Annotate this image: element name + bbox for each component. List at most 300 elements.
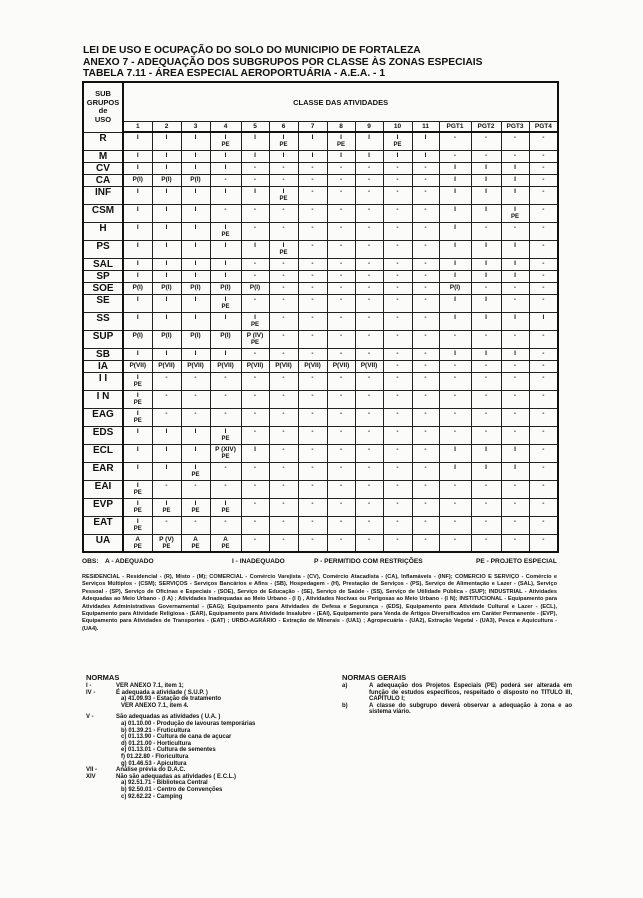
- table-row: [83, 222, 558, 240]
- law-title: LEI DE USO E OCUPAÇÃO DO SOLO DO MUNICIPIO DE FORTALEZA: [83, 45, 421, 56]
- table-cell: [123, 162, 152, 174]
- table-cell: [383, 174, 412, 186]
- cell-value: -: [311, 499, 314, 507]
- cell-value: P(I): [132, 331, 143, 339]
- table-cell: [269, 258, 298, 270]
- table-cell: [355, 426, 383, 444]
- cell-value: I: [454, 187, 456, 195]
- cell-value: P(I): [161, 331, 172, 339]
- cell-value: -: [311, 175, 314, 183]
- cell-value: -: [542, 463, 545, 471]
- cell-value: I: [454, 241, 456, 249]
- table-cell: [269, 270, 298, 282]
- cell-note: PE: [133, 489, 142, 496]
- cell-value: I: [165, 445, 168, 453]
- subgroup-header-line: de: [98, 106, 108, 116]
- cell-value: -: [311, 271, 314, 279]
- cell-value: -: [424, 445, 427, 453]
- cell-value: -: [367, 175, 371, 183]
- cell-value: -: [311, 391, 314, 399]
- table-cell: [529, 534, 558, 552]
- cell-value: -: [253, 409, 257, 417]
- cell-note: PE: [191, 507, 200, 514]
- table-cell: [181, 408, 210, 426]
- table-cell: [383, 258, 412, 270]
- table-cell: [355, 516, 383, 534]
- cell-value: -: [542, 187, 545, 195]
- cell-value: -: [484, 151, 488, 159]
- table-cell: [327, 258, 355, 270]
- cell-value: -: [339, 313, 343, 321]
- table-cell: [327, 174, 355, 186]
- table-cell: [123, 498, 152, 516]
- cell-value: I: [514, 163, 516, 171]
- table-cell: [355, 174, 383, 186]
- cell-value: -: [367, 259, 371, 267]
- table-cell: [241, 498, 269, 516]
- norma-item: [86, 721, 326, 728]
- table-cell: [383, 222, 412, 240]
- table-cell: [355, 204, 383, 222]
- cell-value: I: [136, 517, 139, 525]
- norma-item: [86, 787, 326, 794]
- cell-value: -: [253, 499, 257, 507]
- table-cell: [355, 444, 383, 462]
- table-cell: [298, 360, 327, 372]
- table-cell: [355, 498, 383, 516]
- subgroup-label: M: [83, 150, 123, 162]
- table-cell: [298, 240, 327, 258]
- table-cell: [241, 240, 269, 258]
- table-cell: [269, 222, 298, 240]
- cell-value: I: [254, 151, 256, 159]
- cell-value: -: [311, 187, 314, 195]
- cell-value: -: [282, 409, 285, 417]
- table-cell: [123, 462, 152, 480]
- cell-value: I: [514, 259, 516, 267]
- cell-value: I: [165, 313, 168, 321]
- cell-value: -: [396, 295, 399, 303]
- cell-value: I: [194, 499, 197, 507]
- table-cell: [269, 174, 298, 186]
- norma-text: f) 01.22.80 - Floricultura: [121, 753, 189, 760]
- table-cell: [327, 204, 355, 222]
- table-cell: [501, 150, 529, 162]
- cell-value: -: [282, 373, 285, 381]
- subgroup-label: SUP: [83, 330, 123, 348]
- norma-text: VER ANEXO 7.1, item 1;: [116, 683, 184, 689]
- table-cell: [471, 408, 501, 426]
- cell-value: -: [396, 427, 399, 435]
- table-cell: [439, 240, 471, 258]
- cell-value: -: [396, 241, 399, 249]
- norma-item: [86, 683, 326, 690]
- table-cell: [181, 270, 210, 282]
- table-cell: [383, 408, 412, 426]
- cell-value: I: [224, 349, 227, 357]
- table-cell: [269, 498, 298, 516]
- cell-value: I: [454, 349, 456, 357]
- table-cell: [241, 204, 269, 222]
- cell-value: -: [542, 151, 545, 159]
- cell-value: -: [282, 427, 285, 435]
- table-cell: [152, 498, 181, 516]
- cell-value: -: [424, 223, 427, 231]
- table-cell: [210, 462, 241, 480]
- cell-value: I: [454, 223, 456, 231]
- cell-value: I: [282, 134, 285, 141]
- cell-value: I: [282, 151, 285, 159]
- cell-value: -: [484, 517, 488, 525]
- table-cell: [181, 372, 210, 390]
- cell-value: -: [396, 463, 399, 471]
- cell-value: -: [396, 163, 399, 171]
- cell-value: -: [311, 409, 314, 417]
- table-cell: [383, 150, 412, 162]
- cell-value: I: [136, 295, 139, 303]
- cell-value: I: [194, 427, 197, 435]
- cell-value: -: [311, 445, 314, 453]
- table-cell: [529, 132, 558, 150]
- norma-item: [86, 690, 326, 697]
- table-cell: [501, 294, 529, 312]
- subgroup-header-line: GRUPOS: [86, 97, 120, 107]
- table-cell: [269, 186, 298, 204]
- table-cell: [355, 150, 383, 162]
- table-cell: [327, 534, 355, 552]
- norma-text: É adequada a atividade ( S.U.P. ): [116, 689, 208, 696]
- norma-geral-item: [342, 703, 572, 716]
- cell-value: I: [396, 151, 399, 159]
- norma-text: Não são adequadas as atividades ( E.C.L.): [116, 773, 237, 780]
- cell-note: PE: [221, 453, 230, 460]
- table-cell: [241, 132, 269, 150]
- cell-value: I: [224, 271, 227, 279]
- table-cell: [327, 426, 355, 444]
- normas-list: [86, 683, 326, 800]
- cell-value: -: [424, 283, 427, 291]
- cell-value: I: [136, 151, 139, 159]
- table-cell: [269, 240, 298, 258]
- table-cell: [298, 372, 327, 390]
- cell-value: -: [367, 391, 371, 399]
- table-cell: [529, 348, 558, 360]
- cell-value: -: [253, 223, 257, 231]
- table-cell: [412, 426, 439, 444]
- table-cell: [123, 390, 152, 408]
- cell-value: I: [194, 241, 197, 249]
- subgroup-label: SE: [83, 294, 123, 312]
- cell-value: P(I): [220, 331, 231, 339]
- cell-value: -: [453, 391, 457, 399]
- table-cell: [181, 258, 210, 270]
- cell-value: -: [339, 427, 343, 435]
- table-cell: [412, 534, 439, 552]
- subgroup-label: R: [83, 132, 123, 150]
- cell-value: -: [367, 241, 371, 249]
- table-cell: [383, 372, 412, 390]
- cell-value: -: [282, 331, 285, 339]
- cell-value: -: [253, 481, 257, 489]
- table-cell: [471, 390, 501, 408]
- table-cell: [210, 498, 241, 516]
- cell-note: PE: [162, 543, 171, 550]
- column-header: PGT1: [439, 122, 471, 133]
- cell-value: I: [485, 259, 487, 267]
- subgroup-label: SOE: [83, 282, 123, 294]
- cell-value: -: [282, 517, 285, 525]
- cell-value: -: [194, 373, 197, 381]
- cell-value: -: [282, 175, 285, 183]
- cell-value: -: [224, 373, 227, 381]
- table-cell: [269, 360, 298, 372]
- cell-value: -: [165, 391, 168, 399]
- cell-note: PE: [510, 213, 519, 220]
- cell-value: I: [136, 499, 139, 507]
- cell-value: -: [513, 134, 517, 141]
- table-cell: [471, 516, 501, 534]
- table-cell: [383, 282, 412, 294]
- cell-value: I: [514, 241, 516, 249]
- cell-value: -: [513, 409, 517, 417]
- subgroup-legend: RESIDENCIAL - Residencial - (R), Misto - (M); COMERCIAL - Comércio Varejista - (CV), Comércio Atacadista - (CA), Inflamáveis - (INF); COMERCIO E SERVIÇO - Comércio e Serviços Múltiplos - (CSM); SERVIÇOS - Serviços Bancários e Afins - (SB), Hospedagem - (H), Prestação de Serviços - (PS), Serviço de Alimentação e Lazer - (SAL), Serviço Pessoal - (SP), Serviço de Oficinas e Especiais - (SOE), Serviço de Educação - (SE), Serviço de Saúde - (SS), Serviço de Utilidade Pública - (SUP); INDUSTRIAL - Atividades Adequadas ao Meio Urbano - (I A) ; Atividades Inadequadas ao Meio Urbano - (I I) , Atividades Nocivas ou Perigosas ao Meio Urbano - (I N); INSTITUCIONAL - Equipamento para Atividades Administrativas Governamental - (EAG); Equipamento para Atividades de Defesa e Segurança - (EDS), Equipamento para Atividade Cultural e Lazer - (ECL), Equipamento para Atividade Religiosa - (EAR), Equipamento para Atividade Insalubre - (EAI), Equipamento para Venda de Artigos Diversificados em Caráter Permanente - (EVP), Equipamento para Atividades de Transportes - (EAT) ; URBO-AGRÁRIO - Extração de Minerais - (UA1) ; Agropecuária - (UA2), Extração Vegetal - (UA3), Pesca e Aquicultura - (UA4).: [82, 574, 557, 632]
- cell-value: -: [339, 295, 343, 303]
- table-cell: [327, 462, 355, 480]
- column-header: 2: [152, 122, 181, 133]
- table-cell: [298, 294, 327, 312]
- table-cell: [298, 186, 327, 204]
- cell-value: I: [254, 187, 256, 195]
- cell-value: -: [513, 499, 517, 507]
- table-cell: [529, 372, 558, 390]
- cell-value: I: [194, 349, 197, 357]
- table-cell: [241, 390, 269, 408]
- cell-value: I: [136, 241, 139, 249]
- table-cell: [471, 294, 501, 312]
- cell-value: I: [282, 187, 285, 195]
- subgroup-label: PS: [83, 240, 123, 258]
- table-cell: [210, 516, 241, 534]
- cell-value: I: [136, 259, 139, 267]
- table-cell: [501, 462, 529, 480]
- table-cell: [241, 258, 269, 270]
- table-cell: [152, 150, 181, 162]
- cell-value: -: [282, 163, 285, 171]
- cell-value: I: [514, 349, 516, 357]
- cell-note: PE: [279, 195, 288, 202]
- cell-value: P(VII): [187, 361, 204, 369]
- table-cell: [327, 408, 355, 426]
- table-cell: [298, 174, 327, 186]
- column-header: PGT3: [501, 122, 529, 133]
- cell-value: I: [136, 134, 139, 141]
- cell-value: -: [542, 427, 545, 435]
- cell-value: -: [542, 361, 545, 369]
- column-header: 4: [210, 122, 241, 133]
- cell-value: I: [136, 349, 139, 357]
- cell-value: I: [514, 463, 516, 471]
- table-cell: [501, 282, 529, 294]
- cell-value: I: [485, 163, 487, 171]
- cell-value: I: [485, 295, 487, 303]
- cell-value: -: [484, 427, 488, 435]
- cell-value: -: [253, 349, 257, 357]
- cell-value: -: [424, 499, 427, 507]
- table-cell: [529, 240, 558, 258]
- column-header: 6: [269, 122, 298, 133]
- subgroup-label: EAR: [83, 462, 123, 480]
- cell-value: -: [224, 391, 227, 399]
- table-cell: [412, 294, 439, 312]
- table-cell: [181, 282, 210, 294]
- table-cell: [412, 222, 439, 240]
- table-cell: [383, 312, 412, 330]
- table-cell: [412, 312, 439, 330]
- cell-value: I: [311, 151, 314, 159]
- table-cell: [501, 186, 529, 204]
- table-cell: [123, 534, 152, 552]
- table-cell: [439, 408, 471, 426]
- cell-value: -: [396, 445, 399, 453]
- cell-note: PE: [221, 231, 230, 238]
- table-cell: [123, 240, 152, 258]
- table-cell: [355, 240, 383, 258]
- table-cell: [241, 330, 269, 348]
- table-cell: [269, 330, 298, 348]
- table-cell: [269, 132, 298, 150]
- cell-value: I: [454, 463, 456, 471]
- table-cell: [355, 258, 383, 270]
- class-header: CLASSE DAS ATIVIDADES: [123, 82, 558, 122]
- cell-value: -: [339, 409, 343, 417]
- cell-value: I: [136, 223, 139, 231]
- cell-note: PE: [250, 321, 259, 328]
- obs-projeto-especial: PE - PROJETO ESPECIAL: [476, 558, 557, 565]
- cell-value: -: [424, 271, 427, 279]
- cell-value: -: [542, 295, 545, 303]
- cell-note: PE: [221, 543, 230, 550]
- table-cell: [501, 390, 529, 408]
- cell-value: -: [224, 205, 227, 213]
- cell-value: -: [311, 241, 314, 249]
- cell-value: I: [514, 445, 516, 453]
- table-cell: [529, 312, 558, 330]
- table-cell: [123, 186, 152, 204]
- cell-value: -: [453, 331, 457, 339]
- table-cell: [501, 222, 529, 240]
- table-cell: [152, 330, 181, 348]
- table-cell: [439, 390, 471, 408]
- cell-value: -: [513, 223, 517, 231]
- cell-value: -: [424, 349, 427, 357]
- table-cell: [152, 516, 181, 534]
- table-cell: [355, 312, 383, 330]
- table-cell: [152, 174, 181, 186]
- cell-value: -: [339, 259, 343, 267]
- norma-item: [86, 714, 326, 721]
- cell-value: -: [513, 295, 517, 303]
- table-cell: [383, 462, 412, 480]
- table-cell: [501, 360, 529, 372]
- table-cell: [123, 330, 152, 348]
- table-cell: [501, 258, 529, 270]
- table-cell: [471, 162, 501, 174]
- table-cell: [123, 516, 152, 534]
- cell-note: PE: [336, 142, 345, 148]
- cell-value: -: [253, 271, 257, 279]
- table-cell: [383, 444, 412, 462]
- table-cell: [241, 150, 269, 162]
- cell-value: I: [136, 463, 139, 471]
- table-cell: [210, 390, 241, 408]
- table-cell: [412, 270, 439, 282]
- norma-text: Análise prévia do D.A.C.: [116, 767, 186, 774]
- cell-value: P (XIV): [215, 445, 236, 453]
- cell-value: I: [224, 134, 227, 141]
- annex-title: ANEXO 7 - ADEQUAÇÃO DOS SUBGRUPOS POR CLASSE ÀS ZONAS ESPECIAIS: [83, 56, 483, 68]
- table-row: [83, 258, 558, 270]
- table-cell: [412, 480, 439, 498]
- table-cell: [181, 150, 210, 162]
- subgroup-label: CV: [83, 162, 123, 174]
- table-cell: [501, 240, 529, 258]
- cell-value: I: [514, 187, 516, 195]
- cell-value: -: [396, 481, 399, 489]
- table-cell: [383, 426, 412, 444]
- table-cell: [210, 282, 241, 294]
- cell-value: I: [194, 205, 197, 213]
- table-cell: [123, 444, 152, 462]
- subgroup-label: H: [83, 222, 123, 240]
- table-cell: [383, 480, 412, 498]
- table-cell: [241, 516, 269, 534]
- table-cell: [471, 348, 501, 360]
- cell-note: PE: [250, 339, 259, 346]
- cell-value: I: [165, 223, 168, 231]
- cell-value: I: [165, 151, 168, 159]
- cell-value: -: [367, 283, 371, 291]
- cell-value: I: [194, 295, 197, 303]
- norma-text: g) 01.46.53 - Apicultura: [121, 760, 187, 767]
- table-row: [83, 516, 558, 534]
- table-cell: [241, 534, 269, 552]
- cell-value: I: [224, 151, 227, 159]
- table-cell: [152, 348, 181, 360]
- cell-value: -: [282, 313, 285, 321]
- cell-value: -: [367, 163, 371, 171]
- table-cell: [355, 480, 383, 498]
- table-row: [83, 426, 558, 444]
- table-cell: [355, 390, 383, 408]
- table-cell: [152, 282, 181, 294]
- table-cell: [383, 240, 412, 258]
- table-cell: [298, 132, 327, 150]
- table-cell: [210, 360, 241, 372]
- table-cell: [181, 444, 210, 462]
- cell-value: -: [311, 163, 314, 171]
- cell-value: I: [224, 295, 227, 303]
- cell-value: -: [542, 373, 545, 381]
- cell-value: I: [194, 187, 197, 195]
- cell-value: -: [396, 313, 399, 321]
- cell-value: -: [484, 409, 488, 417]
- subgroup-label: SAL: [83, 258, 123, 270]
- table-cell: [327, 390, 355, 408]
- table-row: [83, 240, 558, 258]
- table-cell: [241, 174, 269, 186]
- cell-value: I: [194, 223, 197, 231]
- cell-value: I: [224, 313, 227, 321]
